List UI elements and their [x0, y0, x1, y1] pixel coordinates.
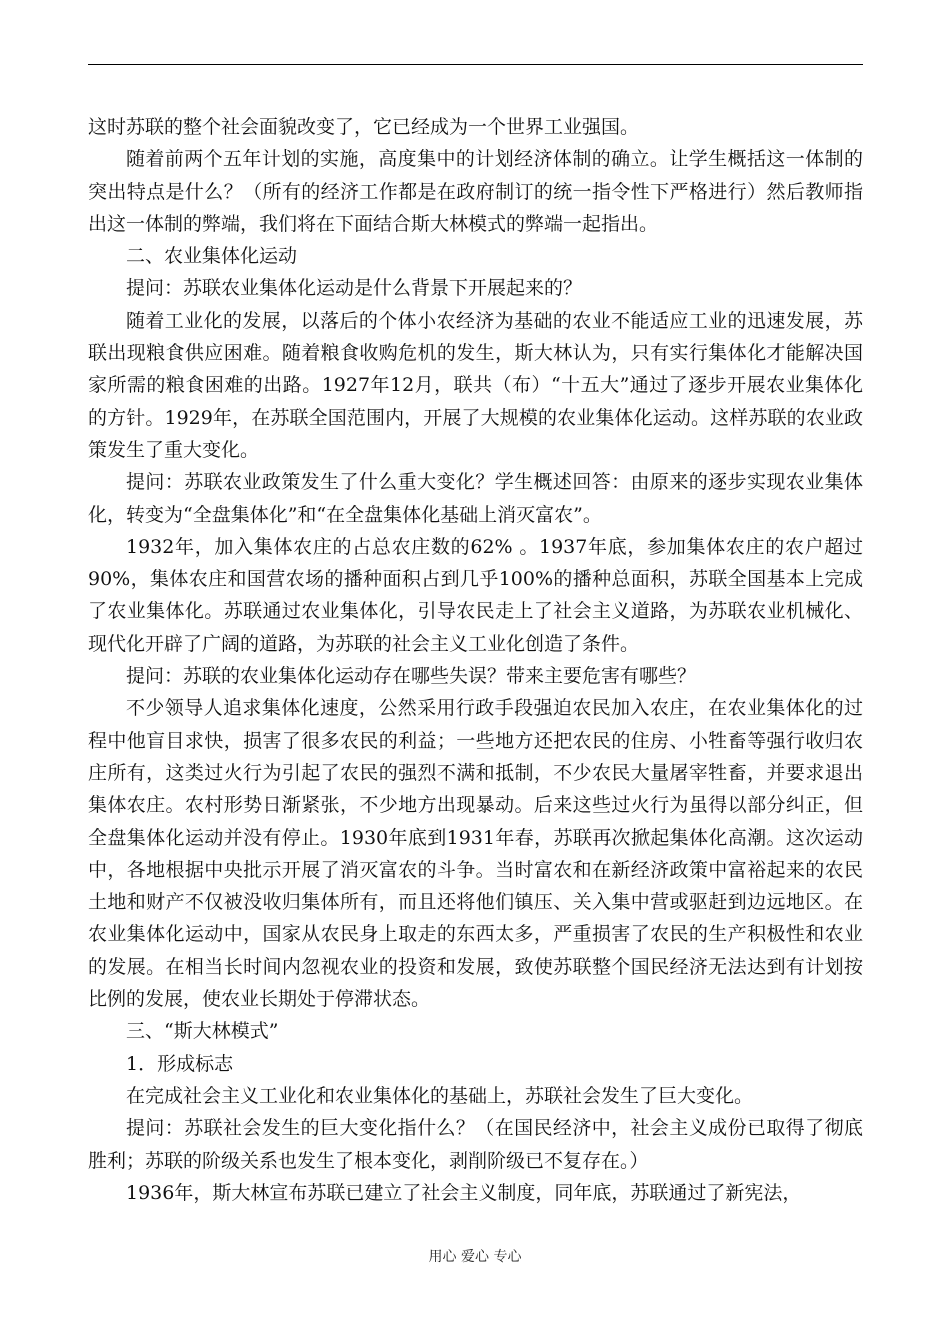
paragraph: 提问：苏联的农业集体化运动存在哪些失误？带来主要危害有哪些？: [126, 665, 697, 688]
paragraph: 1932年，加入集体农庄的占总农庄数的62% 。1937年底，参加集体农庄的农户超过90%，集体农庄和国营农场的播种面积占到几乎100%的播种总面积，苏联全国基本上完成了农业集体化。苏联通过农业集体化，引导农民走上了社会主义道路，为苏联农业机械化、现代化开辟了广阔的道路，为苏联的社会主义工业化创造了条件。: [88, 535, 863, 655]
section-heading: 二、农业集体化运动: [126, 245, 298, 268]
paragraph: 随着前两个五年计划的实施，高度集中的计划经济体制的确立。让学生概括这一体制的突出特点是什么？（所有的经济工作都是在政府制订的统一指令性下严格进行）然后教师指出这一体制的弊端，我们将在下面结合斯大林模式的弊端一起指出。: [88, 148, 863, 235]
paragraph: 1936年，斯大林宣布苏联已建立了社会主义制度，同年底，苏联通过了新宪法，: [126, 1181, 802, 1204]
paragraph: 这时苏联的整个社会面貌改变了，它已经成为一个世界工业强国。: [88, 116, 640, 138]
section-heading: 三、“斯大林模式”: [126, 1020, 279, 1043]
document-body: [88, 111, 863, 1209]
paragraph: 随着工业化的发展，以落后的个体小农经济为基础的农业不能适应工业的迅速发展，苏联出现粮食供应困难。随着粮食收购危机的发生，斯大林认为，只有实行集体化才能解决国家所需的粮食困难的出路。1927年12月，联共（布）“十五大”通过了逐步开展农业集体化的方针。1929年，在苏联全国范围内，开展了大规模的农业集体化运动。这样苏联的农业政策发生了重大变化。: [88, 309, 863, 461]
paragraph: 提问：苏联农业集体化运动是什么背景下开展起来的？: [126, 277, 583, 300]
header-rule: [88, 64, 863, 65]
page-footer: 用心 爱心 专心: [428, 1249, 522, 1265]
paragraph: 提问：苏联农业政策发生了什么重大变化？学生概述回答：由原来的逐步实现农业集体化，转变为“全盘集体化”和“在全盘集体化基础上消灭富农”。: [88, 471, 863, 526]
paragraph: 提问：苏联社会发生的巨大变化指什么？（在国民经济中，社会主义成份已取得了彻底胜利；苏联的阶级关系也发生了根本变化，剥削阶级已不复存在。）: [88, 1117, 863, 1172]
subsection-heading: 1．形成标志: [126, 1052, 234, 1075]
paragraph: 在完成社会主义工业化和农业集体化的基础上，苏联社会发生了巨大变化。: [126, 1084, 754, 1107]
paragraph: 不少领导人追求集体化速度，公然采用行政手段强迫农民加入农庄，在农业集体化的过程中他盲目求快，损害了很多农民的利益；一些地方还把农民的住房、小牲畜等强行收归农庄所有，这类过火行为引起了农民的强烈不满和抵制，不少农民大量屠宰牲畜，并要求退出集体农庄。农村形势日渐紧张，不少地方出现暴动。后来这些过火行为虽得以部分纠正，但全盘集体化运动并没有停止。1930年底到1931年春，苏联再次掀起集体化高潮。这次运动中，各地根据中央批示开展了消灭富农的斗争。当时富农和在新经济政策中富裕起来的农民土地和财产不仅被没收归集体所有，而且还将他们镇压、关入集中营或驱赶到边远地区。在农业集体化运动中，国家从农民身上取走的东西太多，严重损害了农民的生产积极性和农业的发展。在相当长时间内忽视农业的投资和发展，致使苏联整个国民经济无法达到有计划按比例的发展，使农业长期处于停滞状态。: [88, 697, 863, 1011]
